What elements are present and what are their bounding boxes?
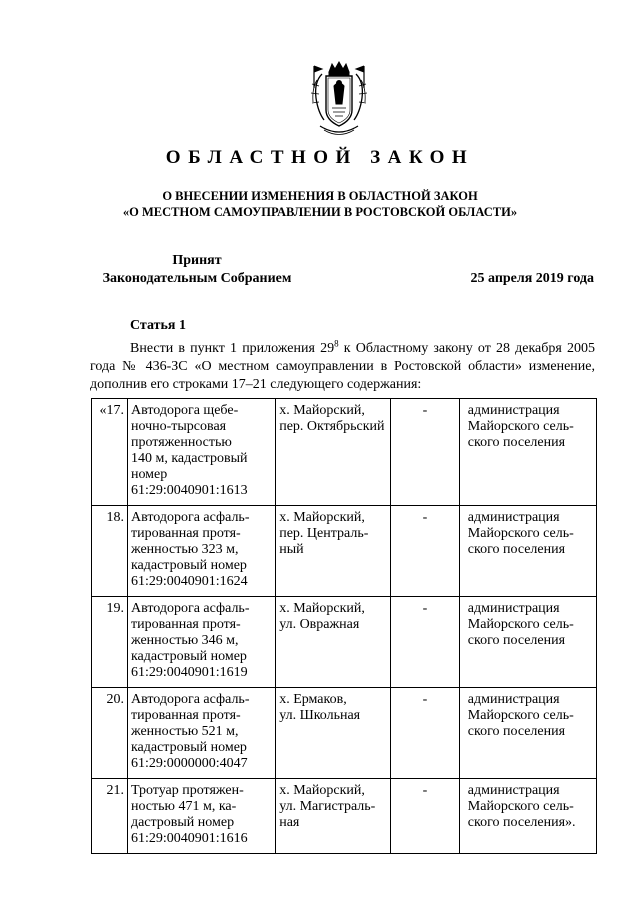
row-number: 18. bbox=[92, 506, 128, 597]
object-name-cell bbox=[127, 597, 275, 688]
owner-cell-line: администрация bbox=[467, 692, 560, 707]
owner-cell bbox=[459, 688, 596, 779]
owner-cell-line: ского поселения». bbox=[467, 815, 576, 830]
table-row bbox=[92, 399, 597, 506]
object-name-cell-line: тированная протя- bbox=[130, 708, 241, 723]
owner-cell-line: Майорского сель- bbox=[467, 419, 574, 434]
address-cell-line: х. Майорский, bbox=[279, 783, 365, 798]
object-name-cell bbox=[127, 399, 275, 506]
owner-cell-line: ского поселения bbox=[467, 435, 566, 450]
owner-cell-line: администрация bbox=[467, 783, 560, 798]
adoption-block bbox=[92, 252, 302, 288]
object-name-cell-line: номер bbox=[130, 467, 168, 482]
row-number: «17. bbox=[92, 399, 128, 506]
object-name-cell-line: ночно-тырсовая bbox=[130, 419, 227, 434]
object-name-cell-line: тированная протя- bbox=[130, 617, 241, 632]
table-row bbox=[92, 688, 597, 779]
subtitle-line: «О МЕСТНОМ САМОУПРАВЛЕНИИ В РОСТОВСКОЙ ОБЛАСТИ» bbox=[122, 205, 518, 219]
object-name-cell-line: тированная протя- bbox=[130, 526, 241, 541]
article-text bbox=[90, 340, 595, 394]
object-name-cell bbox=[127, 688, 275, 779]
object-name-cell-line: 61:29:0040901:1624 bbox=[130, 574, 248, 589]
object-name-cell-line: Тротуар протяжен- bbox=[130, 783, 244, 798]
address-cell-line: х. Майорский, bbox=[279, 601, 365, 616]
rostov-oblast-coat-of-arms-icon bbox=[304, 58, 374, 140]
object-name-cell-line: 61:29:0000000:4047 bbox=[130, 756, 248, 771]
row-number: 21. bbox=[92, 779, 128, 854]
object-name-cell-line: Автодорога асфаль- bbox=[130, 601, 250, 616]
address-cell-line: ул. Магистраль- bbox=[279, 799, 376, 814]
object-name-cell-line: женностью 323 м, bbox=[130, 542, 239, 557]
annex-superscript: 8 bbox=[334, 338, 339, 349]
owner-cell-line: ского поселения bbox=[467, 542, 566, 557]
table-row bbox=[92, 779, 597, 854]
object-name-cell bbox=[127, 506, 275, 597]
object-name-cell-line: Автодорога асфаль- bbox=[130, 692, 250, 707]
address-cell bbox=[276, 779, 391, 854]
address-cell bbox=[276, 688, 391, 779]
address-cell-line: ная bbox=[279, 815, 300, 830]
article-text-start: Внести в пункт 1 приложения $29^8$ к Областному закону от 28 декабря 2005 года № 436-ЗС «О местном самоуправлении в Ростовской области» изменение, дополнив его строками 17–21 следующего содержания: bbox=[90, 338, 595, 392]
object-name-cell-line: протяженностью bbox=[130, 435, 232, 450]
owner-cell-line: администрация bbox=[467, 510, 560, 525]
owner-cell bbox=[459, 506, 596, 597]
owner-cell-line: Майорского сель- bbox=[467, 526, 574, 541]
object-name-cell-line: ностью 471 м, ка- bbox=[130, 799, 237, 814]
owner-cell bbox=[459, 399, 596, 506]
article-heading: Статья 1 bbox=[130, 318, 186, 333]
object-name-cell-line: 61:29:0040901:1616 bbox=[130, 831, 248, 846]
row-number: 19. bbox=[92, 597, 128, 688]
law-title: ОБЛАСТНОЙ ЗАКОН bbox=[165, 147, 475, 168]
address-cell-line: пер. Октябрьский bbox=[279, 419, 385, 434]
dash-cell: - bbox=[391, 506, 460, 597]
object-name-cell-line: кадастровый номер bbox=[130, 558, 247, 573]
address-cell bbox=[276, 597, 391, 688]
table-row bbox=[92, 506, 597, 597]
address-cell-line: пер. Централь- bbox=[279, 526, 369, 541]
dash-cell: - bbox=[391, 688, 460, 779]
owner-cell-line: ского поселения bbox=[467, 724, 566, 739]
address-cell-line: х. Майорский, bbox=[279, 510, 365, 525]
object-name-cell-line: женностью 521 м, bbox=[130, 724, 239, 739]
object-name-cell-line: кадастровый номер bbox=[130, 740, 247, 755]
row-number: 20. bbox=[92, 688, 128, 779]
object-name-cell-line: Автодорога щебе- bbox=[130, 403, 239, 418]
address-cell-line: х. Ермаков, bbox=[279, 692, 347, 707]
object-name-cell-line: 140 м, кадастровый bbox=[130, 451, 248, 466]
owner-cell-line: Майорского сель- bbox=[467, 708, 574, 723]
amendment-table bbox=[91, 398, 597, 854]
owner-cell bbox=[459, 597, 596, 688]
owner-cell-line: Майорского сель- bbox=[467, 617, 574, 632]
dash-cell: - bbox=[391, 399, 460, 506]
object-name-cell bbox=[127, 779, 275, 854]
owner-cell-line: Майорского сель- bbox=[467, 799, 574, 814]
object-name-cell-line: 61:29:0040901:1613 bbox=[130, 483, 248, 498]
object-name-cell-line: дастровый номер bbox=[130, 815, 235, 830]
owner-cell bbox=[459, 779, 596, 854]
address-cell-line: ул. Овражная bbox=[279, 617, 360, 632]
law-subtitle bbox=[0, 188, 640, 220]
address-cell-line: ул. Школьная bbox=[279, 708, 361, 723]
address-cell bbox=[276, 399, 391, 506]
adoption-date: 25 апреля 2019 года bbox=[470, 271, 594, 286]
owner-cell-line: администрация bbox=[467, 601, 560, 616]
address-cell bbox=[276, 506, 391, 597]
subtitle-line: О ВНЕСЕНИИ ИЗМЕНЕНИЯ В ОБЛАСТНОЙ ЗАКОН bbox=[162, 189, 478, 203]
adoption-label: Принят bbox=[172, 253, 222, 268]
object-name-cell-line: женностью 346 м, bbox=[130, 633, 239, 648]
object-name-cell-line: кадастровый номер bbox=[130, 649, 247, 664]
object-name-cell-line: 61:29:0040901:1619 bbox=[130, 665, 248, 680]
dash-cell: - bbox=[391, 597, 460, 688]
adoption-body: Законодательным Собранием bbox=[102, 271, 292, 286]
owner-cell-line: администрация bbox=[467, 403, 560, 418]
owner-cell-line: ского поселения bbox=[467, 633, 566, 648]
table-row bbox=[92, 597, 597, 688]
address-cell-line: х. Майорский, bbox=[279, 403, 365, 418]
address-cell-line: ный bbox=[279, 542, 304, 557]
object-name-cell-line: Автодорога асфаль- bbox=[130, 510, 250, 525]
dash-cell: - bbox=[391, 779, 460, 854]
